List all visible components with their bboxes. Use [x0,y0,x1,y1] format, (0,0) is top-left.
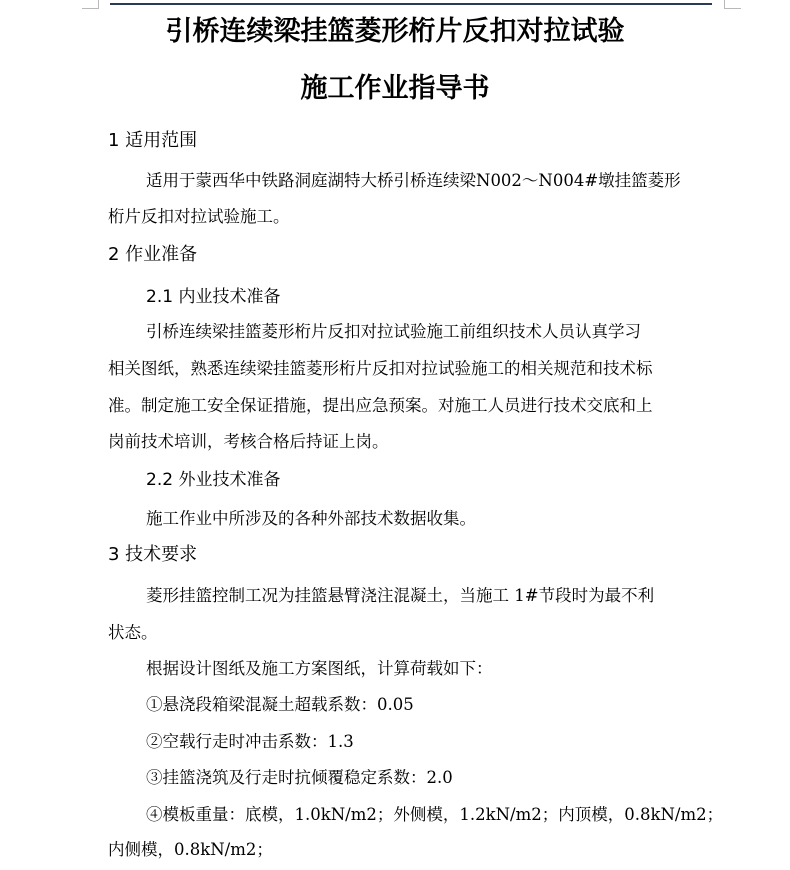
document-title-line-1: 引桥连续梁挂篮菱形桁片反扣对拉试验 [165,16,625,47]
paragraph-line: 施工作业中所涉及的各种外部技术数据收集。 [146,509,476,528]
section-1-heading: 1 适用范围 [108,130,198,151]
section-2-heading: 2 作业准备 [108,244,198,265]
section-2-2-heading: 2.2 外业技术准备 [146,470,281,490]
section-3-heading: 3 技术要求 [108,544,198,565]
paragraph-line: 桁片反扣对拉试验施工。 [108,207,290,226]
list-item: ②空载行走时冲击系数：1.3 [146,732,354,751]
margin-corner-mark-left [82,0,99,9]
paragraph-line: 根据设计图纸及施工方案图纸，计算荷载如下： [146,659,493,678]
section-2-1-heading: 2.1 内业技术准备 [146,287,281,307]
list-item-continuation: 内侧模，0.8kN/m2； [108,840,273,859]
paragraph-line: 引桥连续梁挂篮菱形桁片反扣对拉试验施工前组织技术人员认真学习 [146,322,641,341]
list-item: ④模板重量：底模，1.0kN/m2；外侧模，1.2kN/m2；内顶模，0.8kN/m2； [146,805,724,824]
paragraph-line: 岗前技术培训，考核合格后持证上岗。 [108,432,389,451]
margin-corner-mark-right [724,0,741,9]
list-item: ①悬浇段箱梁混凝土超载系数：0.05 [146,695,414,714]
document-title-line-2: 施工作业指导书 [300,73,490,104]
paragraph-line: 相关图纸，熟悉连续梁挂篮菱形桁片反扣对拉试验施工的相关规范和技术标 [108,359,653,378]
list-item: ③挂篮浇筑及行走时抗倾覆稳定系数：2.0 [146,768,453,787]
paragraph-line: 准。制定施工安全保证措施，提出应急预案。对施工人员进行技术交底和上 [108,396,653,415]
header-rule [110,3,712,5]
paragraph-line: 适用于蒙西华中铁路洞庭湖特大桥引桥连续梁N002～N004#墩挂篮菱形 [146,171,681,190]
paragraph-line: 状态。 [108,623,158,642]
paragraph-line: 菱形挂篮控制工况为挂篮悬臂浇注混凝土，当施工 1#节段时为最不利 [146,586,655,605]
